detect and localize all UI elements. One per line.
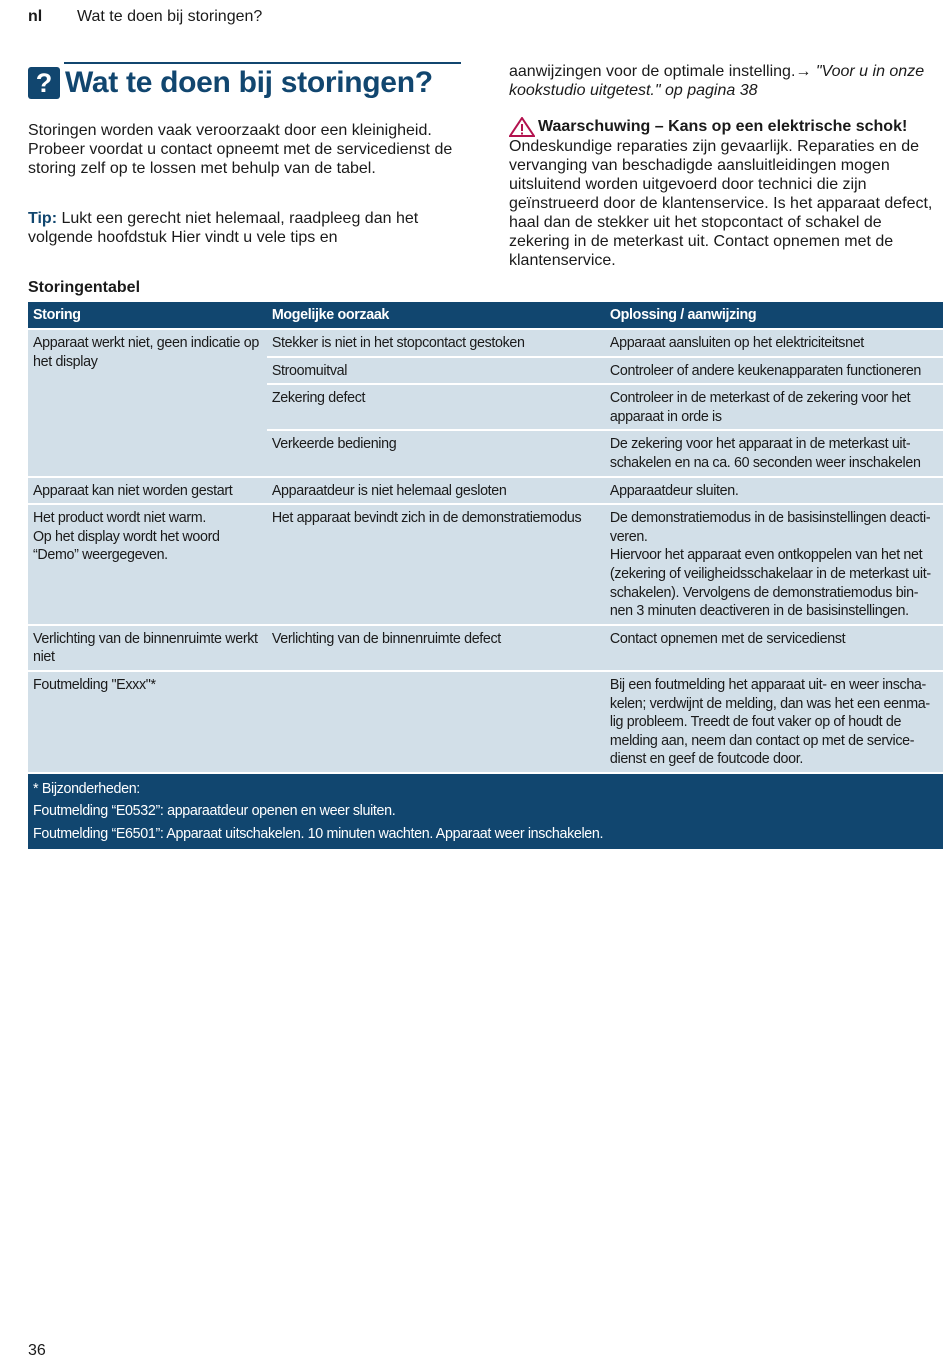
table-cell: Controleer in de meterkast of de zekering voor het apparaat in orde is [605, 384, 943, 430]
footnote-cell [28, 773, 943, 849]
footnote-line: Foutmelding “E6501”: Apparaat uitschakelen. 10 minuten wachten. Apparaat weer inschakelen. [33, 826, 604, 843]
section-heading [28, 62, 461, 100]
language-code: nl [28, 8, 43, 25]
table-cell: Apparaat werkt niet, geen indicatie op het display [28, 329, 267, 477]
continued-text: aanwijzingen voor de optimale instelling. [509, 63, 796, 80]
table-cell: De demonstratiemodus in de basisinstellingen deacti-veren. Hiervoor het apparaat even ontkoppelen van het net (zekering of veiligheidsschakelaar in de meterkast uit-schakelen). Vervolgens de demonstratiemodus bin-nen 3 minuten deactiveren in de basisinstellingen. [605, 504, 943, 625]
table-cell: Stroomuitval [267, 357, 605, 385]
column-header-storing: Storing [28, 302, 267, 329]
title-rule [64, 62, 461, 64]
running-header-title: Wat te doen bij storingen? [77, 8, 263, 25]
table-cell: Apparaat kan niet worden gestart [28, 477, 267, 505]
table-cell: Apparaat aansluiten op het elektriciteitsnet [605, 329, 943, 357]
footnote-line: Foutmelding “E0532”: apparaatdeur openen en weer sluiten. [33, 803, 396, 820]
warning-text: Ondeskundige reparaties zijn gevaarlijk. Reparaties en de vervanging van beschadigde aansluitleidingen mogen uitsluitend worden uitgevoerd door technici die zijn geïnstrueerd door de klantenservice. Is het apparaat defect, haal dan de stekker uit het stopcontact of schakel de zekering in de meterkast uit. Contact opnemen met de klantenservice. [509, 138, 933, 269]
column-header-oplossing: Oplossing / aanwijzing [605, 302, 943, 329]
table-cell: Apparaatdeur sluiten. [605, 477, 943, 505]
troubleshooting-table [28, 302, 943, 849]
table-row [28, 504, 943, 625]
tip-text: Lukt een gerecht niet helemaal, raadpleeg dan het volgende hoofdstuk Hier vindt u vele tips en [28, 210, 419, 246]
warning-triangle-icon [509, 117, 535, 137]
table-footnote-row [28, 773, 943, 849]
table-cell: Apparaatdeur is niet helemaal gesloten [267, 477, 605, 505]
table-cell: Stekker is niet in het stopcontact gestoken [267, 329, 605, 357]
table-row [28, 329, 943, 357]
right-column [509, 62, 941, 270]
column-header-oorzaak: Mogelijke oorzaak [267, 302, 605, 329]
table-row [28, 477, 943, 505]
tip-label: Tip: [28, 210, 58, 227]
arrow-icon: → [795, 63, 812, 80]
footnote-line: * Bijzonderheden: [33, 780, 140, 797]
table-cell: Verlichting van de binnenruimte defect [267, 625, 605, 671]
section-title: Wat te doen bij storingen? [65, 66, 433, 99]
table-cell: Zekering defect [267, 384, 605, 430]
warning-title: Waarschuwing – Kans op een elektrische schok! [538, 118, 908, 135]
intro-paragraph: Storingen worden vaak veroorzaakt door een kleinigheid. Probeer voordat u contact opneemt met de servicedienst de storing zelf op te lossen met behulp van de tabel. [28, 122, 453, 177]
table-title: Storingentabel [28, 279, 141, 296]
table-header-row [28, 302, 943, 329]
table-row [28, 671, 943, 773]
page-number: 36 [28, 1342, 46, 1359]
table-row [28, 625, 943, 671]
page-reference[interactable]: "Voor u in onze kookstudio uitgetest." op pagina 38 [509, 63, 925, 99]
table-cell: Verkeerde bediening [267, 430, 605, 476]
tip-paragraph [28, 209, 468, 247]
table-cell: De zekering voor het apparaat in de meterkast uit-schakelen en na ca. 60 seconden weer inschakelen [605, 430, 943, 476]
table-cell: Verlichting van de binnenruimte werkt niet [28, 625, 267, 671]
table-cell: Contact opnemen met de servicedienst [605, 625, 943, 671]
table-cell: Controleer of andere keukenapparaten functioneren [605, 357, 943, 385]
table-cell [267, 671, 605, 773]
warning-block [509, 117, 941, 270]
table-cell: Foutmelding "Exxx"* [28, 671, 267, 773]
table-cell: Het product wordt niet warm. Op het display wordt het woord “Demo” weergegeven. [28, 504, 267, 625]
table-cell: Het apparaat bevindt zich in de demonstratiemodus [267, 504, 605, 625]
table-cell: Bij een foutmelding het apparaat uit- en weer inscha-kelen; verdwijnt de melding, dan was het een eenma-lig probleem. Treedt de fout vaker op of houdt de melding aan, neem dan contact op met de service-dienst en geef de foutcode door. [605, 671, 943, 773]
question-icon: ? [28, 67, 60, 99]
continued-paragraph [509, 62, 941, 100]
